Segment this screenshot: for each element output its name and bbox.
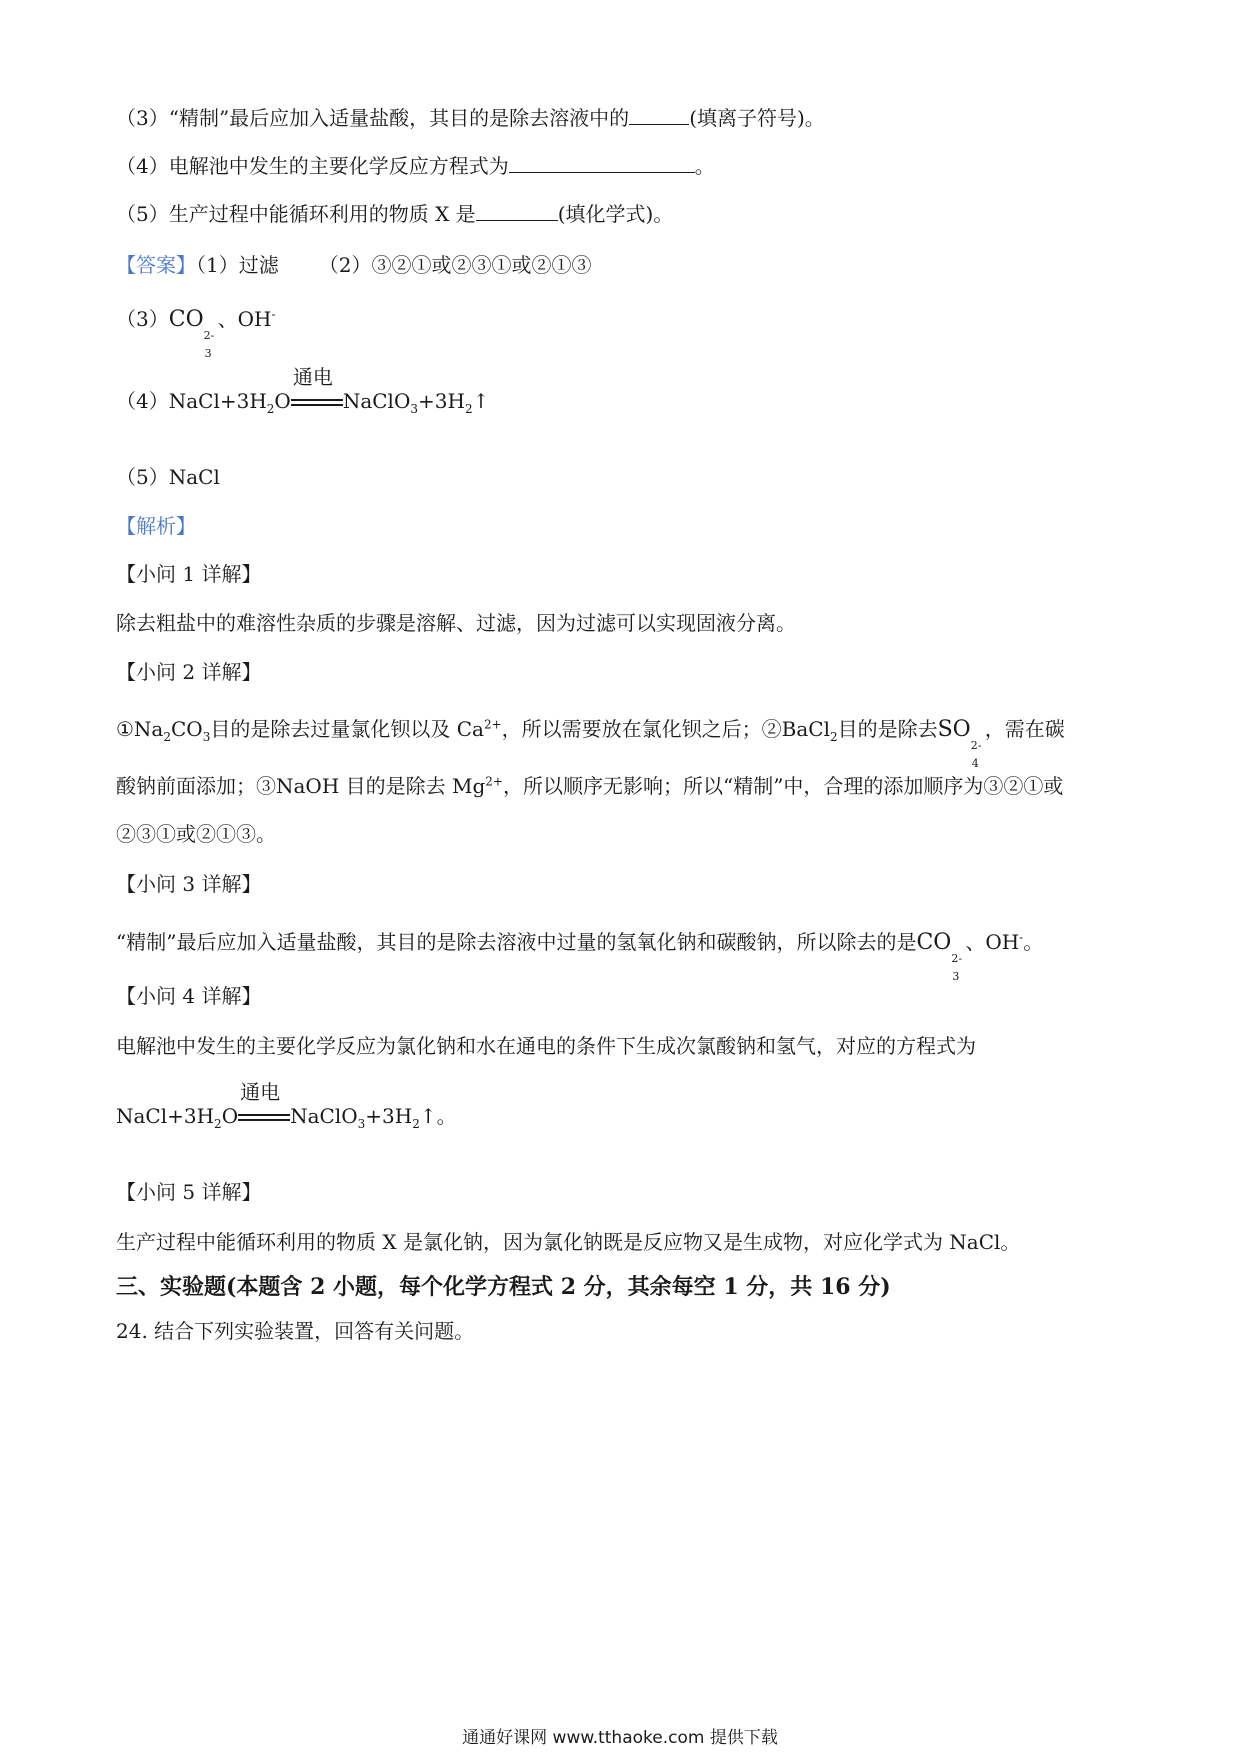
section-3-title (116, 1273, 891, 1301)
answer-2: （2）③②①或②③①或②①③ (318, 253, 592, 277)
ion-charge: 2- (951, 952, 963, 965)
condition-label: 通电 (292, 365, 333, 389)
question-24 (116, 1317, 474, 1345)
carbonate-ion (168, 306, 218, 360)
answer-line-4 (116, 365, 490, 416)
superscript: 2+ (485, 774, 503, 789)
section-title: 【小问 1 详解】 (116, 562, 262, 586)
ion-charge: 2- (203, 329, 215, 342)
question-3-suffix: (填离子符号)。 (689, 106, 825, 130)
subscript: 2 (412, 1117, 420, 1131)
sub-question-5-title (116, 1178, 261, 1206)
sub-question-4-title (116, 982, 261, 1010)
answer-tag: 【答案】 (116, 253, 196, 277)
text: CO (171, 717, 203, 741)
text: 酸钠前面添加；③NaOH 目的是除去 Mg (116, 774, 486, 798)
text: 电解池中发生的主要化学反应为氯化钠和水在通电的条件下生成次氯酸钠和氢气，对应的方程式为 (116, 1034, 976, 1058)
answer-3-sep: 、OH (217, 307, 272, 331)
sub-question-2-title (116, 658, 261, 686)
question-5-suffix: (填化学式)。 (557, 202, 674, 226)
text: ，需在碳 (984, 717, 1065, 741)
equation-right: NaClO (290, 1104, 358, 1128)
section-title: 【小问 2 详解】 (116, 660, 262, 684)
equation-left: （4）NaCl+3H (116, 389, 267, 413)
text: ②③①或②①③。 (116, 822, 276, 846)
sub-question-3-title (116, 870, 261, 898)
subscript: 3 (410, 402, 418, 416)
equals-bar (238, 1119, 290, 1121)
answer-blank (629, 104, 689, 125)
subscript: 2 (214, 1117, 222, 1131)
text: ，所以顺序无影响；所以“精制”中，合理的添加顺序为③②①或 (502, 774, 1064, 798)
subscript: 2 (829, 730, 838, 744)
answer-3-prefix: （3） (116, 307, 169, 331)
sub-question-4-equation (116, 1080, 457, 1131)
ion-subscript: 3 (952, 970, 960, 983)
sub-question-1-title (116, 560, 261, 588)
subscript: 2 (464, 402, 473, 416)
text: 目的是除去过量氯化钡以及 Ca (210, 717, 484, 741)
equation-right-2: +3H (418, 389, 465, 413)
subscript: 3 (202, 730, 211, 744)
ion-formula: CO (168, 307, 204, 332)
text: 、OH (965, 930, 1020, 954)
carbonate-ion (916, 929, 965, 983)
superscript: - (1019, 930, 1024, 945)
analysis-tag: 【解析】 (116, 514, 196, 538)
reaction-condition (238, 1080, 290, 1130)
text: ，所以需要放在氯化钡之后；②BaCl (501, 717, 830, 741)
section-title: 【小问 4 详解】 (116, 984, 262, 1008)
ion-formula: SO (937, 717, 971, 742)
answer-line-5 (116, 463, 220, 491)
subscript: 2 (163, 730, 171, 744)
ion-charge: 2- (970, 739, 982, 752)
question-5 (116, 200, 673, 228)
answer-line-3 (116, 305, 276, 360)
sub-question-2-line-3 (116, 820, 276, 848)
text: ①Na (116, 717, 164, 741)
ion-subscript: 4 (971, 757, 979, 770)
question-4-text: （4）电解池中发生的主要化学反应方程式为 (116, 154, 509, 178)
equation-right: NaClO (342, 389, 411, 413)
sub-question-4-text (116, 1032, 976, 1060)
answer-blank (476, 200, 558, 221)
paragraph: 除去粗盐中的难溶性杂质的步骤是溶解、过滤，因为过滤可以实现固液分离。 (116, 611, 796, 635)
gas-arrow: ↑ (472, 389, 490, 413)
text: 目的是除去 (837, 717, 938, 741)
equals-bar (238, 1114, 290, 1116)
equation-left: NaCl+3H (116, 1104, 215, 1128)
answer-1: （1）过滤 (196, 253, 279, 277)
question-5-text: （5）生产过程中能循环利用的物质 X 是 (116, 202, 476, 226)
equation-right-2: +3H (365, 1104, 413, 1128)
sub-question-3-text (116, 928, 1044, 983)
footer-text: 通通好课网 www.tthaoke.com 提供下载 (462, 1728, 778, 1748)
section-title: 【小问 5 详解】 (116, 1180, 262, 1204)
question-4 (116, 152, 715, 180)
subscript: 3 (357, 1117, 366, 1131)
ion-subscript: 3 (204, 347, 212, 360)
sub-question-5-text (116, 1228, 1020, 1256)
subscript: 2 (266, 402, 275, 416)
question-text: 24. 结合下列实验装置，回答有关问题。 (116, 1319, 475, 1343)
question-3-text: （3）“精制”最后应加入适量盐酸，其目的是除去溶液中的 (116, 106, 630, 130)
section-title: 三、实验题(本题含 2 小题，每个化学方程式 2 分，其余每空 1 分，共 16 分) (116, 1274, 891, 1300)
gas-arrow: ↑。 (419, 1104, 457, 1128)
ion-formula: CO (916, 930, 952, 955)
text: 生产过程中能循环利用的物质 X 是氯化钠，因为氯化钠既是反应物又是生成物，对应化学式为 NaCl。 (116, 1230, 1021, 1254)
sub-question-2-line-2 (116, 772, 1063, 800)
text: “精制”最后应加入适量盐酸，其目的是除去溶液中过量的氢氧化钠和碳酸钠，所以除去的是 (116, 930, 917, 954)
equals-bar (291, 399, 343, 401)
section-title: 【小问 3 详解】 (116, 872, 262, 896)
condition-label: 通电 (240, 1080, 281, 1104)
equation-left-end: O (274, 389, 291, 413)
superscript: 2+ (483, 717, 502, 732)
page-footer (0, 1723, 1240, 1748)
sub-question-2-line-1 (116, 715, 1065, 770)
reaction-condition (291, 365, 343, 415)
answer-5: （5）NaCl (116, 465, 220, 489)
sub-question-1-text (116, 609, 796, 637)
sulfate-ion (937, 716, 985, 770)
answer-line-1 (116, 251, 591, 279)
hydroxide-charge: - (271, 307, 276, 322)
question-3 (116, 104, 825, 132)
analysis-tag-line (116, 512, 196, 540)
equation-left-end: O (221, 1104, 239, 1128)
answer-blank (509, 152, 695, 173)
text: 。 (1023, 930, 1044, 954)
question-4-suffix: 。 (694, 154, 715, 178)
equals-bar (291, 404, 343, 406)
